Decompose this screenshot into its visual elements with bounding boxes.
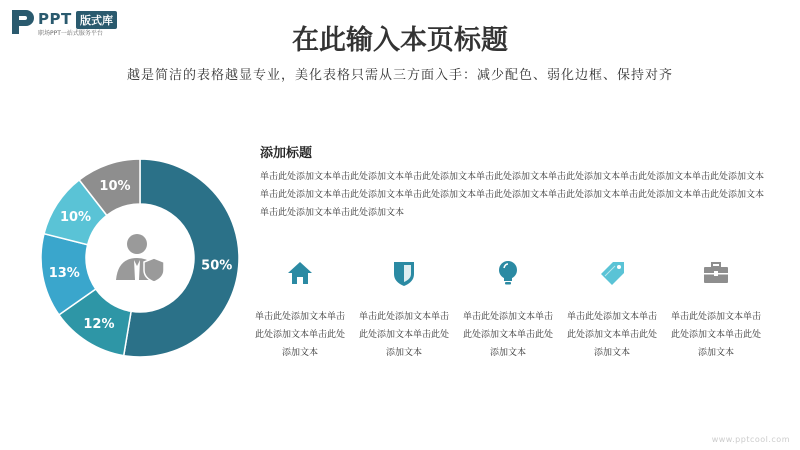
page-title: 在此输入本页标题 [292,25,508,56]
slice-label: 12% [83,317,115,333]
page-subtitle: 越是简洁的表格越显专业，美化表格只需从三方面入手：减少配色、弱化边框、保持对齐 [126,68,673,83]
feature-item [460,258,556,362]
feature-text: 单击此处添加文本单击此处添加文本单击此处添加文本 [566,312,657,358]
section-title: 添加标题 [260,146,313,161]
feature-item [564,258,660,362]
feature-text: 单击此处添加文本单击此处添加文本单击此处添加文本 [670,312,761,358]
watermark: www.pptcool.com [711,435,790,444]
logo-ppt: PPT [38,10,72,28]
slice-label: 10% [99,179,131,195]
tag-icon [597,258,627,288]
lightbulb-icon [493,258,523,288]
slice-label: 10% [59,209,92,225]
logo-tagline: 职场PPT一站式服务平台 [38,30,103,37]
feature-item [668,258,764,362]
feature-text: 单击此处添加文本单击此处添加文本单击此处添加文本 [358,312,449,358]
user-shield-icon [116,234,164,282]
donut-chart [40,158,240,358]
logo-badge: 版式库 [76,11,117,29]
slice-label: 13% [48,265,80,281]
briefcase-icon [701,258,731,288]
section-body: 单击此处添加文本单击此处添加文本单击此处添加文本单击此处添加文本单击此处添加文本单击此处添加文本单击此处添加文本单击此处添加文本单击此处添加文本单击此处添加文本单击此处添加文本单击此处添加文本单击此处添加文本单击此处添加文本单击此处添加文本单击此处添加文本 [260,172,765,218]
feature-text: 单击此处添加文本单击此处添加文本单击此处添加文本 [462,312,553,358]
slice-label: 50% [201,258,233,274]
feature-text: 单击此处添加文本单击此处添加文本单击此处添加文本 [254,312,345,358]
home-icon [285,258,315,288]
feature-item [252,258,348,362]
feature-list [252,258,772,368]
feature-item [356,258,452,362]
shield-icon [389,258,419,288]
